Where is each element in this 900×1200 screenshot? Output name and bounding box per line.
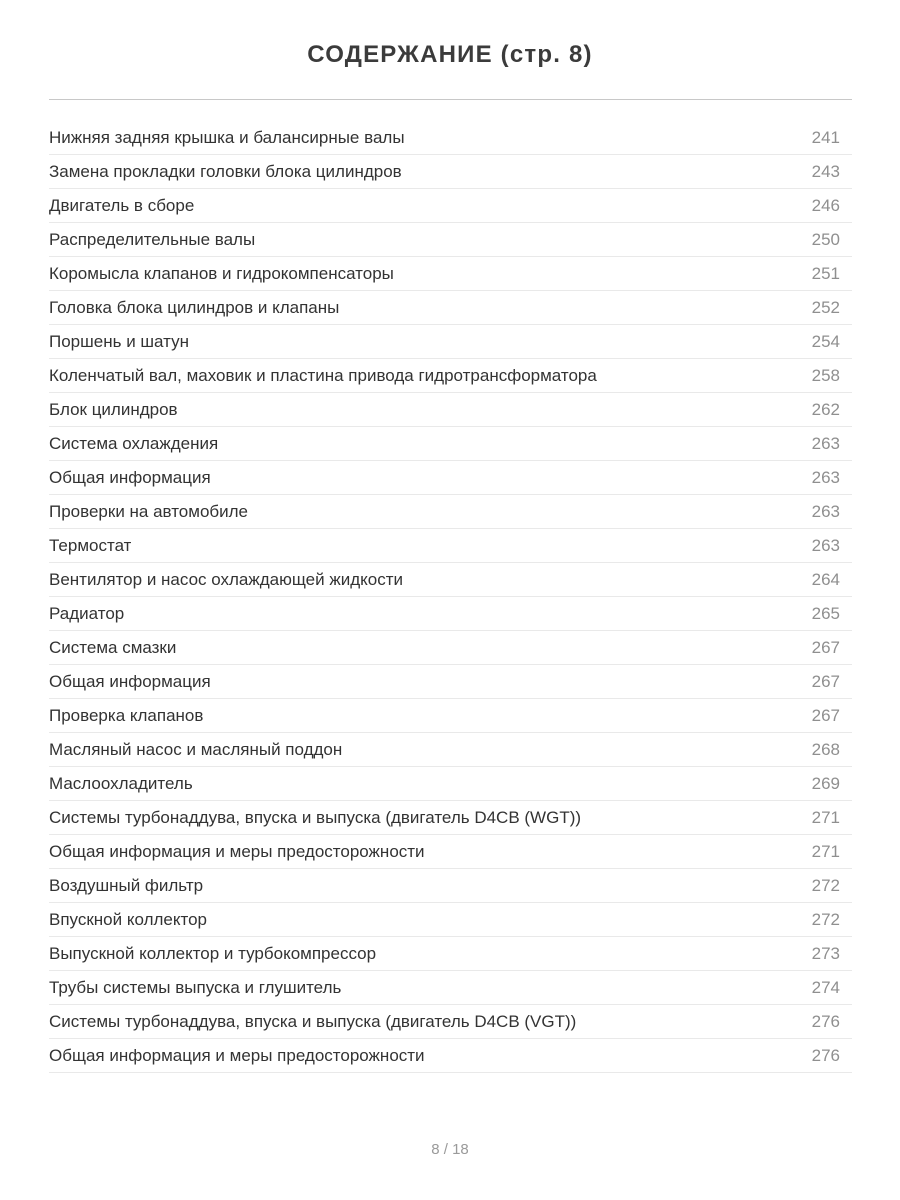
toc-entry[interactable] [49,733,852,767]
toc-entry-page-number: 246 [811,195,840,215]
toc-entry-page-number: 254 [811,331,840,351]
toc-entry-page-number: 276 [811,1045,840,1065]
toc-entry-page-number: 269 [811,773,840,793]
toc-entry-page-number: 250 [811,229,840,249]
toc-entry[interactable] [49,223,852,257]
toc-entry-page-number: 241 [811,127,840,147]
toc-entry[interactable] [49,461,852,495]
toc-entry[interactable] [49,869,852,903]
toc-entry[interactable] [49,291,852,325]
toc-entry-page-number: 252 [811,297,840,317]
toc-entry[interactable] [49,427,852,461]
toc-entry[interactable] [49,563,852,597]
toc-entry-label: Общая информация и меры предосторожности [49,1045,425,1065]
toc-entry-label: Общая информация [49,467,211,487]
toc-entry-label: Поршень и шатун [49,331,189,351]
toc-entry-page-number: 267 [811,671,840,691]
toc-entry-label: Блок цилиндров [49,399,178,419]
toc-entry-label: Распределительные валы [49,229,256,249]
header-divider [49,99,852,100]
toc-entry-page-number: 263 [811,535,840,555]
toc-entry-label: Головка блока цилиндров и клапаны [49,297,340,317]
toc-entry[interactable] [49,529,852,563]
toc-entry-page-number: 272 [811,909,840,929]
toc-entry[interactable] [49,1039,852,1073]
toc-entry-label: Термостат [49,535,132,555]
toc-entry[interactable] [49,325,852,359]
toc-entry[interactable] [49,597,852,631]
toc-entry-page-number: 263 [811,467,840,487]
toc-entry-label: Система охлаждения [49,433,219,453]
toc-entry-label: Двигатель в сборе [49,195,195,215]
toc-entry[interactable] [49,1005,852,1039]
toc-entry-label: Коромысла клапанов и гидрокомпенсаторы [49,263,394,283]
toc-entry-page-number: 267 [811,637,840,657]
toc-entry-label: Вентилятор и насос охлаждающей жидкости [49,569,404,589]
toc-entry-label: Системы турбонаддува, впуска и выпуска (двигатель D4CB (VGT)) [49,1011,577,1031]
toc-entry-page-number: 263 [811,501,840,521]
toc-entry-page-number: 276 [811,1011,840,1031]
toc-entry[interactable] [49,257,852,291]
toc-entry[interactable] [49,359,852,393]
toc-entry[interactable] [49,665,852,699]
toc-list [49,121,852,1073]
toc-entry-label: Масляный насос и масляный поддон [49,739,343,759]
page-indicator: 8 / 18 [431,1141,469,1158]
toc-entry-page-number: 268 [811,739,840,759]
toc-entry-label: Системы турбонаддува, впуска и выпуска (двигатель D4CB (WGT)) [49,807,582,827]
toc-entry-label: Выпускной коллектор и турбокомпрессор [49,943,377,963]
toc-entry-label: Общая информация и меры предосторожности [49,841,425,861]
toc-entry-page-number: 265 [811,603,840,623]
toc-entry[interactable] [49,937,852,971]
toc-entry[interactable] [49,699,852,733]
toc-entry[interactable] [49,631,852,665]
toc-entry-page-number: 274 [811,977,840,997]
toc-entry-page-number: 273 [811,943,840,963]
toc-entry-page-number: 267 [811,705,840,725]
toc-entry-label: Впускной коллектор [49,909,207,929]
toc-entry-label: Трубы системы выпуска и глушитель [49,977,342,997]
toc-entry-label: Проверки на автомобиле [49,501,249,521]
toc-entry[interactable] [49,155,852,189]
toc-entry-page-number: 258 [811,365,840,385]
toc-entry-label: Нижняя задняя крышка и балансирные валы [49,127,405,147]
toc-entry-label: Проверка клапанов [49,705,204,725]
toc-entry[interactable] [49,971,852,1005]
toc-entry-page-number: 264 [811,569,840,589]
toc-entry-page-number: 263 [811,433,840,453]
toc-entry[interactable] [49,835,852,869]
toc-entry-label: Воздушный фильтр [49,875,204,895]
toc-entry-label: Система смазки [49,637,177,657]
toc-entry-label: Коленчатый вал, маховик и пластина привода гидротрансформатора [49,365,597,385]
toc-entry-page-number: 271 [811,841,840,861]
toc-entry-page-number: 243 [811,161,840,181]
toc-entry[interactable] [49,393,852,427]
toc-entry-label: Маслоохладитель [49,773,193,793]
toc-entry-page-number: 272 [811,875,840,895]
toc-entry[interactable] [49,121,852,155]
toc-entry-page-number: 262 [811,399,840,419]
toc-entry-label: Общая информация [49,671,211,691]
toc-entry[interactable] [49,801,852,835]
toc-entry-page-number: 251 [811,263,840,283]
toc-entry[interactable] [49,189,852,223]
page-title: СОДЕРЖАНИЕ (стр. 8) [307,41,593,68]
toc-entry-label: Радиатор [49,603,125,623]
toc-entry[interactable] [49,903,852,937]
toc-entry-page-number: 271 [811,807,840,827]
toc-entry-label: Замена прокладки головки блока цилиндров [49,161,402,181]
toc-entry[interactable] [49,767,852,801]
toc-entry[interactable] [49,495,852,529]
